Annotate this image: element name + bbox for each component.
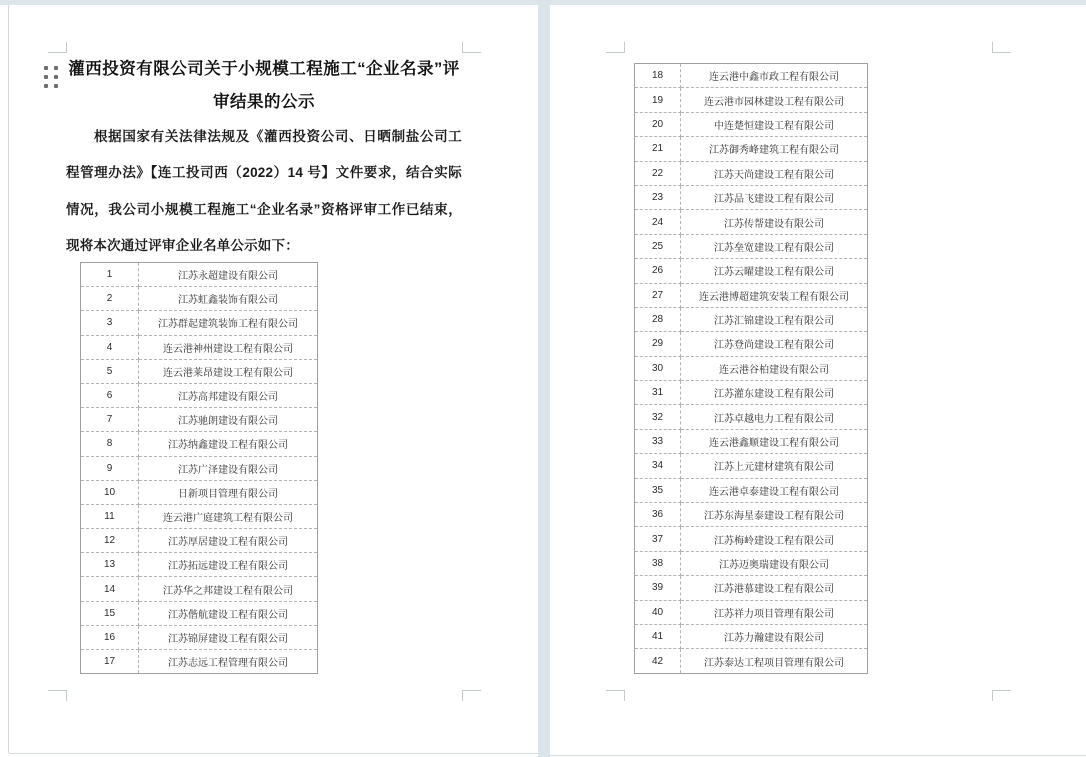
table-row (81, 432, 318, 456)
table-row (81, 553, 318, 577)
table-row (81, 601, 318, 625)
row-number-cell[interactable]: 11 (81, 504, 139, 528)
table-row (81, 335, 318, 359)
table-row (635, 234, 868, 258)
table-row (635, 88, 868, 112)
row-number-cell[interactable]: 21 (635, 137, 681, 161)
table-row (635, 185, 868, 209)
company-name-cell[interactable]: 江苏港慕建设工程有限公司 (681, 576, 868, 600)
margin-crop-mark (48, 690, 67, 701)
table-row (635, 381, 868, 405)
row-number-cell[interactable]: 8 (81, 432, 139, 456)
table-row (81, 529, 318, 553)
margin-crop-mark (606, 690, 625, 701)
company-name-cell[interactable]: 江苏汇锦建设工程有限公司 (681, 307, 868, 331)
row-number-cell[interactable]: 39 (635, 576, 681, 600)
paragraph-drag-handle-icon[interactable] (44, 66, 58, 88)
row-number-cell[interactable]: 34 (635, 454, 681, 478)
company-name-cell[interactable]: 连云港博超建筑安装工程有限公司 (681, 283, 868, 307)
table-row (635, 527, 868, 551)
company-name-cell[interactable]: 江苏垒宽建设工程有限公司 (681, 234, 868, 258)
company-name-cell[interactable]: 连云港中鑫市政工程有限公司 (681, 64, 868, 88)
table-row (635, 600, 868, 624)
doc-title[interactable] (66, 53, 462, 119)
company-name-cell[interactable]: 江苏御秀峰建筑工程有限公司 (681, 137, 868, 161)
row-number-cell[interactable]: 25 (635, 234, 681, 258)
company-name-cell[interactable]: 江苏纳鑫建设工程有限公司 (139, 432, 318, 456)
row-number-cell[interactable]: 17 (81, 650, 139, 674)
row-number-cell[interactable]: 5 (81, 359, 139, 383)
company-name-cell[interactable]: 江苏华之邦建设工程有限公司 (139, 577, 318, 601)
row-number-cell[interactable]: 1 (81, 263, 139, 287)
table-row (81, 504, 318, 528)
row-number-cell[interactable]: 27 (635, 283, 681, 307)
table-row (81, 625, 318, 649)
company-name-cell[interactable]: 江苏偕航建设工程有限公司 (139, 601, 318, 625)
company-name-cell[interactable]: 江苏梅岭建设工程有限公司 (681, 527, 868, 551)
row-number-cell[interactable]: 12 (81, 529, 139, 553)
row-number-cell[interactable]: 16 (81, 625, 139, 649)
row-number-cell[interactable]: 2 (81, 287, 139, 311)
table-row (635, 259, 868, 283)
company-name-cell[interactable]: 江苏灌东建设工程有限公司 (681, 381, 868, 405)
company-name-cell[interactable]: 连云港市园林建设工程有限公司 (681, 88, 868, 112)
company-name-cell[interactable]: 江苏广泽建设有限公司 (139, 456, 318, 480)
row-number-cell[interactable]: 33 (635, 429, 681, 453)
row-number-cell[interactable]: 13 (81, 553, 139, 577)
margin-crop-mark (48, 42, 67, 53)
page-gap (538, 0, 550, 757)
table-row (635, 405, 868, 429)
company-name-cell[interactable]: 江苏志远工程管理有限公司 (139, 650, 318, 674)
row-number-cell[interactable]: 40 (635, 600, 681, 624)
company-table-page2 (634, 63, 868, 674)
row-number-cell[interactable]: 31 (635, 381, 681, 405)
table-row (81, 456, 318, 480)
table-row (635, 161, 868, 185)
company-name-cell[interactable]: 江苏厚居建设工程有限公司 (139, 529, 318, 553)
table-row (81, 480, 318, 504)
company-name-cell[interactable]: 江苏上元建材建筑有限公司 (681, 454, 868, 478)
row-number-cell[interactable]: 9 (81, 456, 139, 480)
company-table-page1 (80, 262, 318, 674)
row-number-cell[interactable]: 15 (81, 601, 139, 625)
company-name-cell[interactable]: 连云港鑫顺建设工程有限公司 (681, 429, 868, 453)
table-row (635, 649, 868, 673)
company-name-cell[interactable]: 江苏迈奥瑞建设有限公司 (681, 551, 868, 575)
table-row (635, 503, 868, 527)
company-name-cell[interactable]: 江苏拓远建设工程有限公司 (139, 553, 318, 577)
company-name-cell[interactable]: 江苏永超建设有限公司 (139, 263, 318, 287)
company-name-cell[interactable]: 江苏驰朗建设有限公司 (139, 408, 318, 432)
company-name-cell[interactable]: 连云港广庭建筑工程有限公司 (139, 504, 318, 528)
table-row (635, 283, 868, 307)
company-name-cell[interactable]: 江苏卓越电力工程有限公司 (681, 405, 868, 429)
company-name-cell[interactable]: 江苏泰达工程项目管理有限公司 (681, 649, 868, 673)
company-name-cell[interactable]: 江苏祥力项目管理有限公司 (681, 600, 868, 624)
dot (54, 75, 58, 79)
doc-title-line-1: 灌西投资有限公司关于小规模工程施工“企业名录”评 (68, 60, 460, 78)
margin-crop-mark (992, 690, 1011, 701)
company-table-page1-body (81, 263, 318, 674)
company-name-cell[interactable]: 江苏力瀚建设有限公司 (681, 624, 868, 648)
row-number-cell[interactable]: 38 (635, 551, 681, 575)
dot (54, 66, 58, 70)
row-number-cell[interactable]: 37 (635, 527, 681, 551)
row-number-cell[interactable]: 41 (635, 624, 681, 648)
table-row (635, 429, 868, 453)
company-name-cell[interactable]: 江苏高邦建设有限公司 (139, 383, 318, 407)
table-row (635, 576, 868, 600)
company-name-cell[interactable]: 江苏天尚建设工程有限公司 (681, 161, 868, 185)
row-number-cell[interactable]: 26 (635, 259, 681, 283)
dot (44, 84, 48, 88)
row-number-cell[interactable]: 30 (635, 356, 681, 380)
table-row (635, 624, 868, 648)
row-number-cell[interactable]: 14 (81, 577, 139, 601)
table-row (81, 287, 318, 311)
dot (54, 84, 58, 88)
company-name-cell[interactable]: 江苏传帮建设有限公司 (681, 210, 868, 234)
table-row (635, 478, 868, 502)
row-number-cell[interactable]: 6 (81, 383, 139, 407)
margin-crop-mark (462, 690, 481, 701)
margin-crop-mark (606, 42, 625, 53)
table-row (81, 359, 318, 383)
row-number-cell[interactable]: 42 (635, 649, 681, 673)
table-row (81, 408, 318, 432)
company-name-cell[interactable]: 日新项目管理有限公司 (139, 480, 318, 504)
table-row (635, 307, 868, 331)
row-number-cell[interactable]: 24 (635, 210, 681, 234)
table-row (81, 650, 318, 674)
row-number-cell[interactable]: 36 (635, 503, 681, 527)
row-number-cell[interactable]: 7 (81, 408, 139, 432)
company-name-cell[interactable]: 连云港莱昂建设工程有限公司 (139, 359, 318, 383)
company-name-cell[interactable]: 连云港谷柏建设有限公司 (681, 356, 868, 380)
row-number-cell[interactable]: 32 (635, 405, 681, 429)
company-table-page2-body (635, 64, 868, 674)
table-row (81, 311, 318, 335)
dot (44, 66, 48, 70)
company-name-cell[interactable]: 连云港神州建设工程有限公司 (139, 335, 318, 359)
table-row (635, 332, 868, 356)
company-name-cell[interactable]: 江苏品飞建设工程有限公司 (681, 185, 868, 209)
row-number-cell[interactable]: 10 (81, 480, 139, 504)
table-row (635, 137, 868, 161)
company-name-cell[interactable]: 江苏锦屏建设工程有限公司 (139, 625, 318, 649)
row-number-cell[interactable]: 19 (635, 88, 681, 112)
row-number-cell[interactable]: 28 (635, 307, 681, 331)
table-row (635, 454, 868, 478)
table-row (635, 210, 868, 234)
table-row (635, 64, 868, 88)
row-number-cell[interactable]: 4 (81, 335, 139, 359)
table-row (635, 551, 868, 575)
company-name-cell[interactable]: 中连楚恒建设工程有限公司 (681, 112, 868, 136)
company-name-cell[interactable]: 江苏云曜建设工程有限公司 (681, 259, 868, 283)
table-row (81, 383, 318, 407)
margin-crop-mark (992, 42, 1011, 53)
company-name-cell[interactable]: 江苏登尚建设工程有限公司 (681, 332, 868, 356)
company-name-cell[interactable]: 连云港卓泰建设工程有限公司 (681, 478, 868, 502)
company-name-cell[interactable]: 江苏东海星泰建设工程有限公司 (681, 503, 868, 527)
row-number-cell[interactable]: 35 (635, 478, 681, 502)
table-row (81, 263, 318, 287)
row-number-cell[interactable]: 3 (81, 311, 139, 335)
row-number-cell[interactable]: 29 (635, 332, 681, 356)
row-number-cell[interactable]: 22 (635, 161, 681, 185)
row-number-cell[interactable]: 18 (635, 64, 681, 88)
table-row (635, 112, 868, 136)
doc-title-line-2: 审结果的公示 (213, 93, 315, 111)
company-name-cell[interactable]: 江苏虹鑫装饰有限公司 (139, 287, 318, 311)
company-name-cell[interactable]: 江苏群起建筑装饰工程有限公司 (139, 311, 318, 335)
row-number-cell[interactable]: 23 (635, 185, 681, 209)
table-row (635, 356, 868, 380)
margin-crop-mark (462, 42, 481, 53)
row-number-cell[interactable]: 20 (635, 112, 681, 136)
table-row (81, 577, 318, 601)
doc-paragraph[interactable]: 根据国家有关法律法规及《灌西投资公司、日晒制盐公司工程管理办法》【连工投司西（2022）14 号】文件要求，结合实际情况，我公司小规模工程施工“企业名录”资格评审工作已结束，现将本次通过评审企业名单公示如下： (66, 129, 462, 254)
dot (44, 75, 48, 79)
